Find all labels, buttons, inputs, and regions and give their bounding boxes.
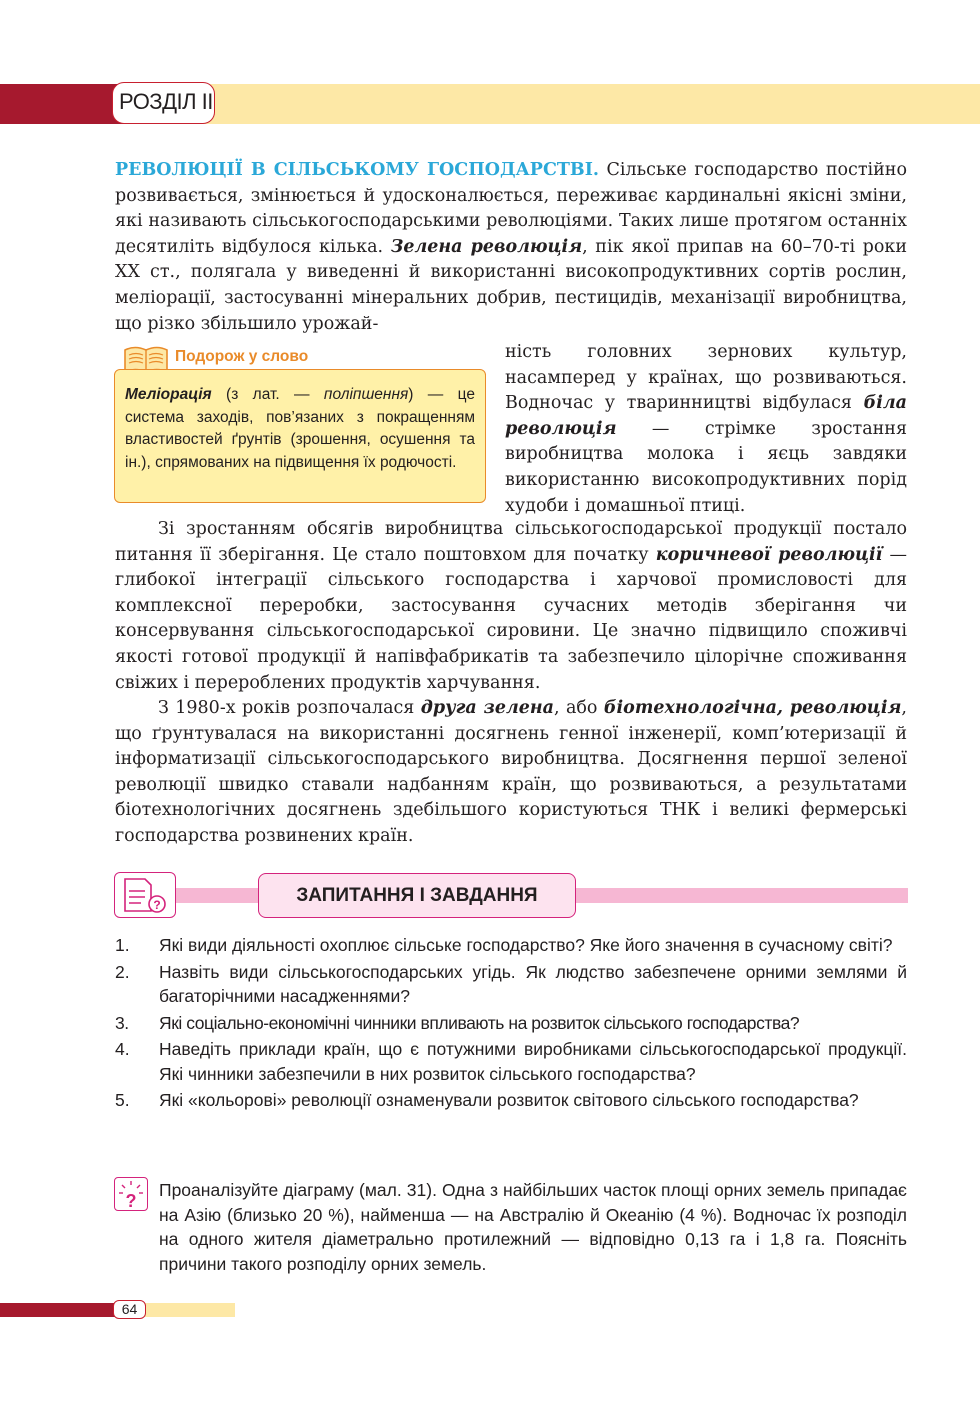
footer-red-band <box>0 1303 120 1317</box>
list-item <box>115 960 907 1009</box>
question-number: 5. <box>115 1090 130 1110</box>
sidebar-term: Меліорація <box>125 386 212 403</box>
para2-text-2: — глибокої інтеграції сільського господарства і харчової промисловості для комплексної переробки, застосування сучасних методів зберігання чи консервування сільськогосподарської сировини. Це значно підвищило споживчі якості готової продукції й напівфабрикатів та забезпечило цілорічне споживання свіжих і перероблених продуктів харчування. <box>115 544 907 693</box>
analysis-task: Проаналізуйте діаграму (мал. 31). Одна з найбільших часток площі орних земель припадає на Азію (близько 20 %), найменша — на Австралію й Океанію (4 %). Водночас їх розподіл на одного жителя діаметрально протилежний — відповідно 0,13 га і 1,8 га. Поясніть причини такого розподілу орних земель. <box>159 1180 907 1274</box>
questions-icon <box>114 872 176 918</box>
term-biotech-revolution: біотехнологічна, революція <box>603 698 902 718</box>
para3-text-1: З 1980-х років розпочалася <box>158 698 421 718</box>
intro-paragraph <box>115 158 907 337</box>
term-brown-revolution: коричневої революції <box>655 544 883 565</box>
sidebar-text-2: ) — це система заходів, пов’язаних з покращенням властивостей ґрунтів (зрошення, осушення та ін.), спрямованих на підвищення їх родючості. <box>125 386 475 471</box>
right-column-text <box>505 340 907 519</box>
list-item <box>115 1011 907 1036</box>
sidebar-meaning: поліпшення <box>323 386 409 403</box>
question-text: Які «кольорові» революції ознаменували розвиток світового сільського господарства? <box>159 1090 859 1110</box>
svg-text:?: ? <box>153 898 161 912</box>
header-red-band <box>0 84 125 124</box>
para2-text-1: Зі зростанням обсягів виробництва сільськогосподарської продукції постало питання її зберігання. Це стало поштовхом для початку <box>115 519 907 565</box>
right-text-1: ність головних зернових культур, насамперед у країнах, що розвиваються. Водночас у тваринництві відбулася <box>505 342 907 414</box>
sidebar-title: Подорож у слово <box>175 348 309 365</box>
questions-title: ЗАПИТАННЯ І ЗАВДАННЯ <box>296 884 538 906</box>
lightbulb-question-icon <box>115 1178 147 1210</box>
para3-text-2: , або <box>554 698 604 718</box>
list-item <box>115 1088 907 1113</box>
document-question-icon <box>115 873 175 917</box>
para3-text-3: , що ґрунтувалася на використанні досягнень генної інженерії, комп’ютеризації й інформатизації сільськогосподарського виробництва. Досягнення першої зеленої революції швидко ставали надбанням країн, що розвиваються, а результатами біотехнологічних досягнень здебільшого користуються ТНК і великі фермерські господарства розвинених країн. <box>115 698 907 846</box>
term-second-green: друга зелена <box>420 698 555 718</box>
questions-list <box>115 933 907 1115</box>
term-white-revolution: біла революція <box>505 393 907 439</box>
question-text: Які види діяльності охоплює сільське господарство? Яке його значення в сучасному світі? <box>159 935 893 955</box>
footer-yellow-band <box>140 1303 235 1317</box>
question-number: 4. <box>115 1039 130 1059</box>
word-journey-box <box>114 369 486 503</box>
task-icon <box>114 1177 148 1211</box>
paragraph-brown-revolution <box>115 517 907 696</box>
paragraph-second-green-revolution <box>115 696 907 850</box>
term-green-revolution: Зелена революція <box>390 236 583 257</box>
page-number: 64 <box>113 1300 146 1319</box>
section-heading: РЕВОЛЮЦІЇ В СІЛЬСЬКОМУ ГОСПОДАРСТВІ. <box>115 160 599 180</box>
list-item <box>115 933 907 958</box>
svg-text:?: ? <box>125 1191 137 1210</box>
question-number: 1. <box>115 935 130 955</box>
question-text: Назвіть види сільськогосподарських угідь. Як людство забезпечене орними землями й багаторічними насадженнями? <box>159 961 907 1006</box>
question-text: Наведіть приклади країн, що є потужними виробниками сільськогосподарської продукції. Які чинники забезпечили в них розвиток сільського господарства? <box>159 1039 907 1084</box>
right-text-2: — стрімке зростання виробництва молока і яєць завдяки використанню високопродуктивних порід худоби і домашньої птиці. <box>505 418 907 516</box>
header-yellow-band <box>160 84 980 124</box>
sidebar-text-1: (з лат. — <box>211 386 324 403</box>
list-item <box>115 1037 907 1086</box>
question-text: Які соціально-економічні чинники впливають на розвиток сільського господарства? <box>159 1012 800 1033</box>
section-tab <box>112 82 215 124</box>
questions-title-box <box>258 873 576 918</box>
question-number: 2. <box>115 961 130 982</box>
section-label: РОЗДІЛ ІІ <box>119 89 213 114</box>
question-number: 3. <box>115 1012 129 1033</box>
intro-text-1: Сільське господарство постійно розвивається, змінюється й удосконалюється, переживає кардинальні якісні зміни, які називають сільськогосподарськими революціями. Таких лише протягом останніх десятиліть відбулося кілька. <box>115 160 907 257</box>
intro-text-2: , пік якої припав на 60–70-ті роки XX ст., полягала у виведенні й використанні високопродуктивних сортів рослин, меліорації, застосуванні мінеральних добрив, пестицидів, механізації виробництва, що різко збільшило урожай- <box>115 236 907 334</box>
